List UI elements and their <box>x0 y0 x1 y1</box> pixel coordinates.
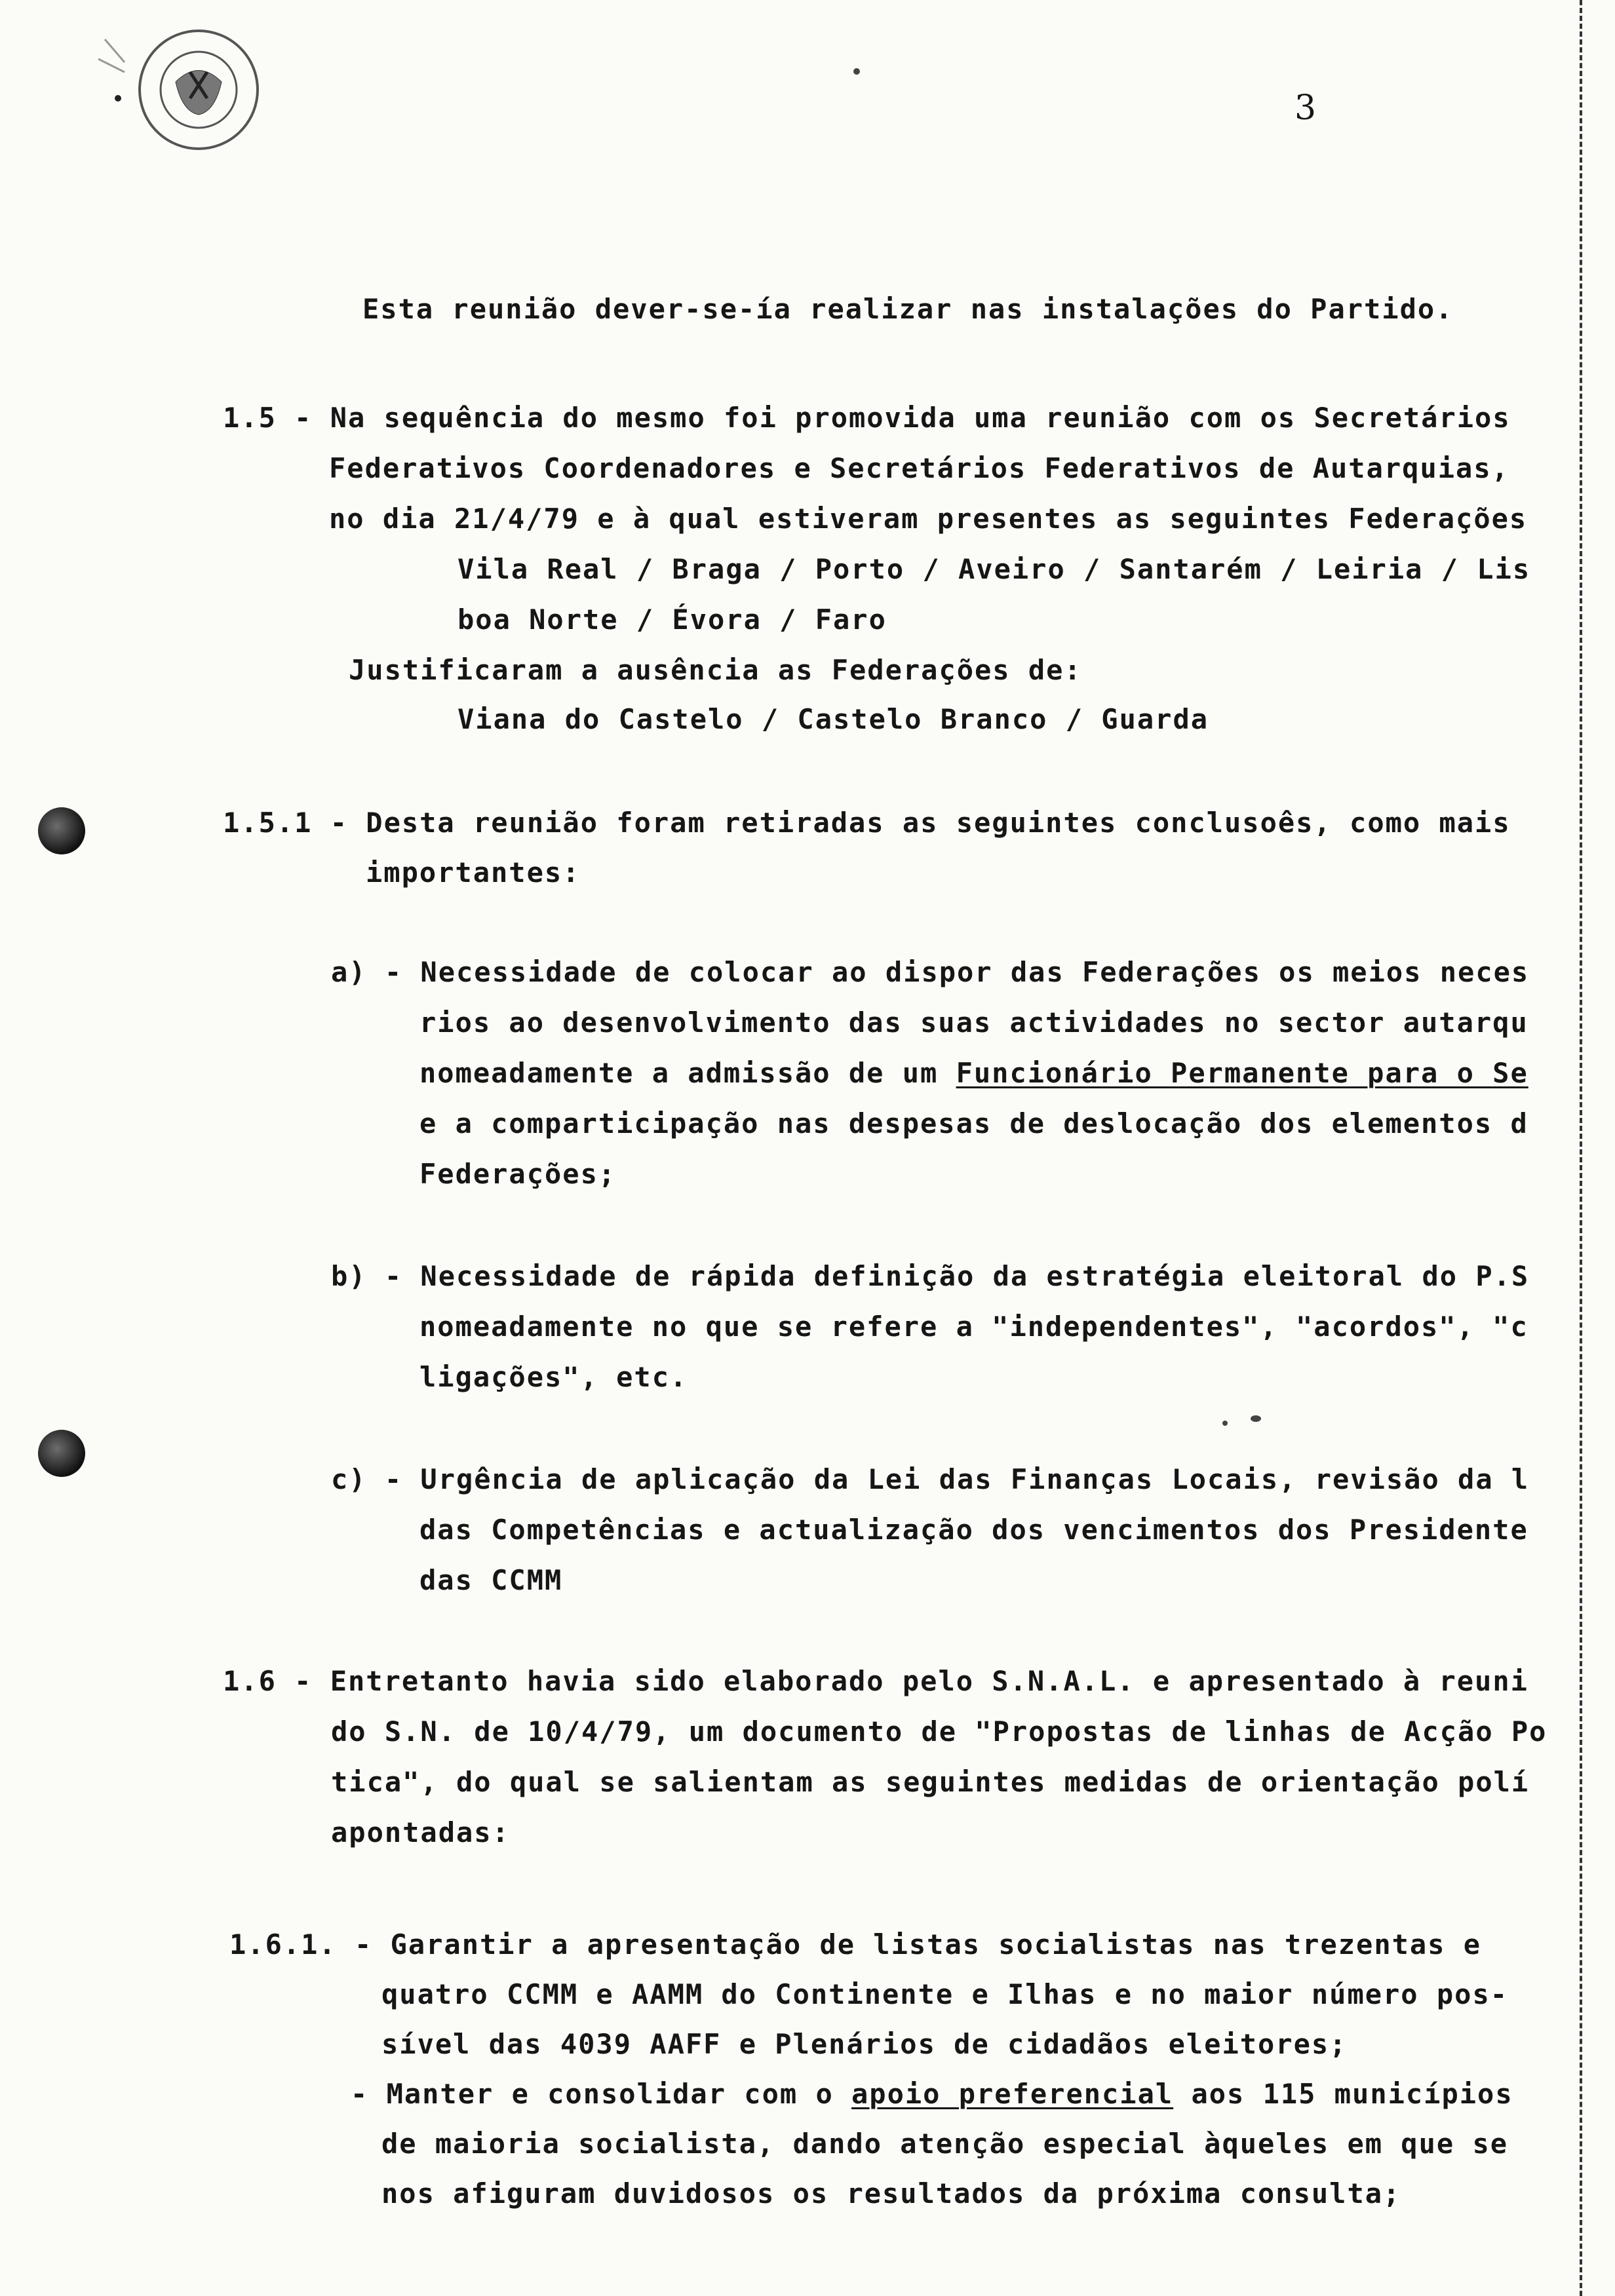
text-line: - Manter e consolidar com o apoio preferencial aos 115 municípios <box>351 2078 1513 2110</box>
punch-hole <box>38 1430 85 1477</box>
party-stamp <box>92 20 288 157</box>
section-1-6-heading: 1.6 - Entretanto havia sido elaborado pelo S.N.A.L. e apresentado à reuni <box>223 1665 1528 1697</box>
section-1-5-1-heading: 1.5.1 - Desta reunião foram retiradas as seguintes conclusoês, como mais <box>223 807 1511 839</box>
underlined-text: Funcionário Permanente para o Se <box>956 1057 1528 1089</box>
ink-speck <box>853 68 860 75</box>
item-a-line: Federações; <box>419 1158 617 1190</box>
text-line: Justificaram a ausência as Federações de: <box>349 654 1082 686</box>
item-c-line: c) - Urgência de aplicação da Lei das Finanças Locais, revisão da l <box>331 1463 1530 1495</box>
text-line: apontadas: <box>331 1816 510 1848</box>
text-line: sível das 4039 AAFF e Plenários de cidadãos eleitores; <box>381 2028 1348 2060</box>
text-line: de maioria socialista, dando atenção especial àqueles em que se <box>381 2128 1509 2160</box>
underlined-text: apoio preferencial <box>851 2078 1174 2110</box>
item-c-line: das CCMM <box>419 1564 563 1596</box>
item-a-line: nomeadamente a admissão de um Funcionário Permanente para o Se <box>419 1057 1528 1089</box>
text-line: tica", do qual se salientam as seguintes medidas de orientação polí <box>331 1766 1530 1798</box>
section-1-5-heading: 1.5 - Na sequência do mesmo foi promovida uma reunião com os Secretários <box>223 402 1511 434</box>
item-c-line: das Competências e actualização dos vencimentos dos Presidente <box>419 1514 1528 1546</box>
page-edge <box>1580 0 1582 2296</box>
text-line: no dia 21/4/79 e à qual estiveram presentes as seguintes Federações <box>329 503 1528 535</box>
text-line: quatro CCMM e AAMM do Continente e Ilhas e no maior número pos- <box>381 1978 1509 2010</box>
section-1-6-1-heading: 1.6.1. - Garantir a apresentação de listas socialistas nas trezentas e <box>229 1928 1482 1961</box>
ink-speck <box>1251 1415 1261 1422</box>
page-number: 3 <box>1294 88 1317 128</box>
punch-hole <box>38 807 85 854</box>
text-line: Federativos Coordenadores e Secretários Federativos de Autarquias, <box>329 452 1509 484</box>
text-line: Esta reunião dever-se-ía realizar nas instalações do Partido. <box>362 293 1454 325</box>
item-b-line: b) - Necessidade de rápida definição da estratégia eleitoral do P.S <box>331 1260 1530 1292</box>
text-line: importantes: <box>366 856 581 889</box>
item-a-line: rios ao desenvolvimento das suas actividades no sector autarqu <box>419 1006 1528 1039</box>
ink-speck <box>1222 1421 1228 1426</box>
federations-absent-line: Viana do Castelo / Castelo Branco / Guarda <box>457 703 1209 735</box>
item-a-line: a) - Necessidade de colocar ao dispor das Federações os meios neces <box>331 956 1530 988</box>
item-b-line: ligações", etc. <box>419 1361 688 1393</box>
item-b-line: nomeadamente no que se refere a "independentes", "acordos", "c <box>419 1311 1528 1343</box>
federations-present-line: boa Norte / Évora / Faro <box>457 603 887 636</box>
text-line: nos afiguram duvidosos os resultados da próxima consulta; <box>381 2177 1401 2210</box>
item-a-line: e a comparticipação nas despesas de deslocação dos elementos d <box>419 1107 1528 1139</box>
text-line: do S.N. de 10/4/79, um documento de "Propostas de linhas de Acção Po <box>331 1715 1547 1748</box>
federations-present-line: Vila Real / Braga / Porto / Aveiro / Santarém / Leiria / Lis <box>457 553 1531 585</box>
